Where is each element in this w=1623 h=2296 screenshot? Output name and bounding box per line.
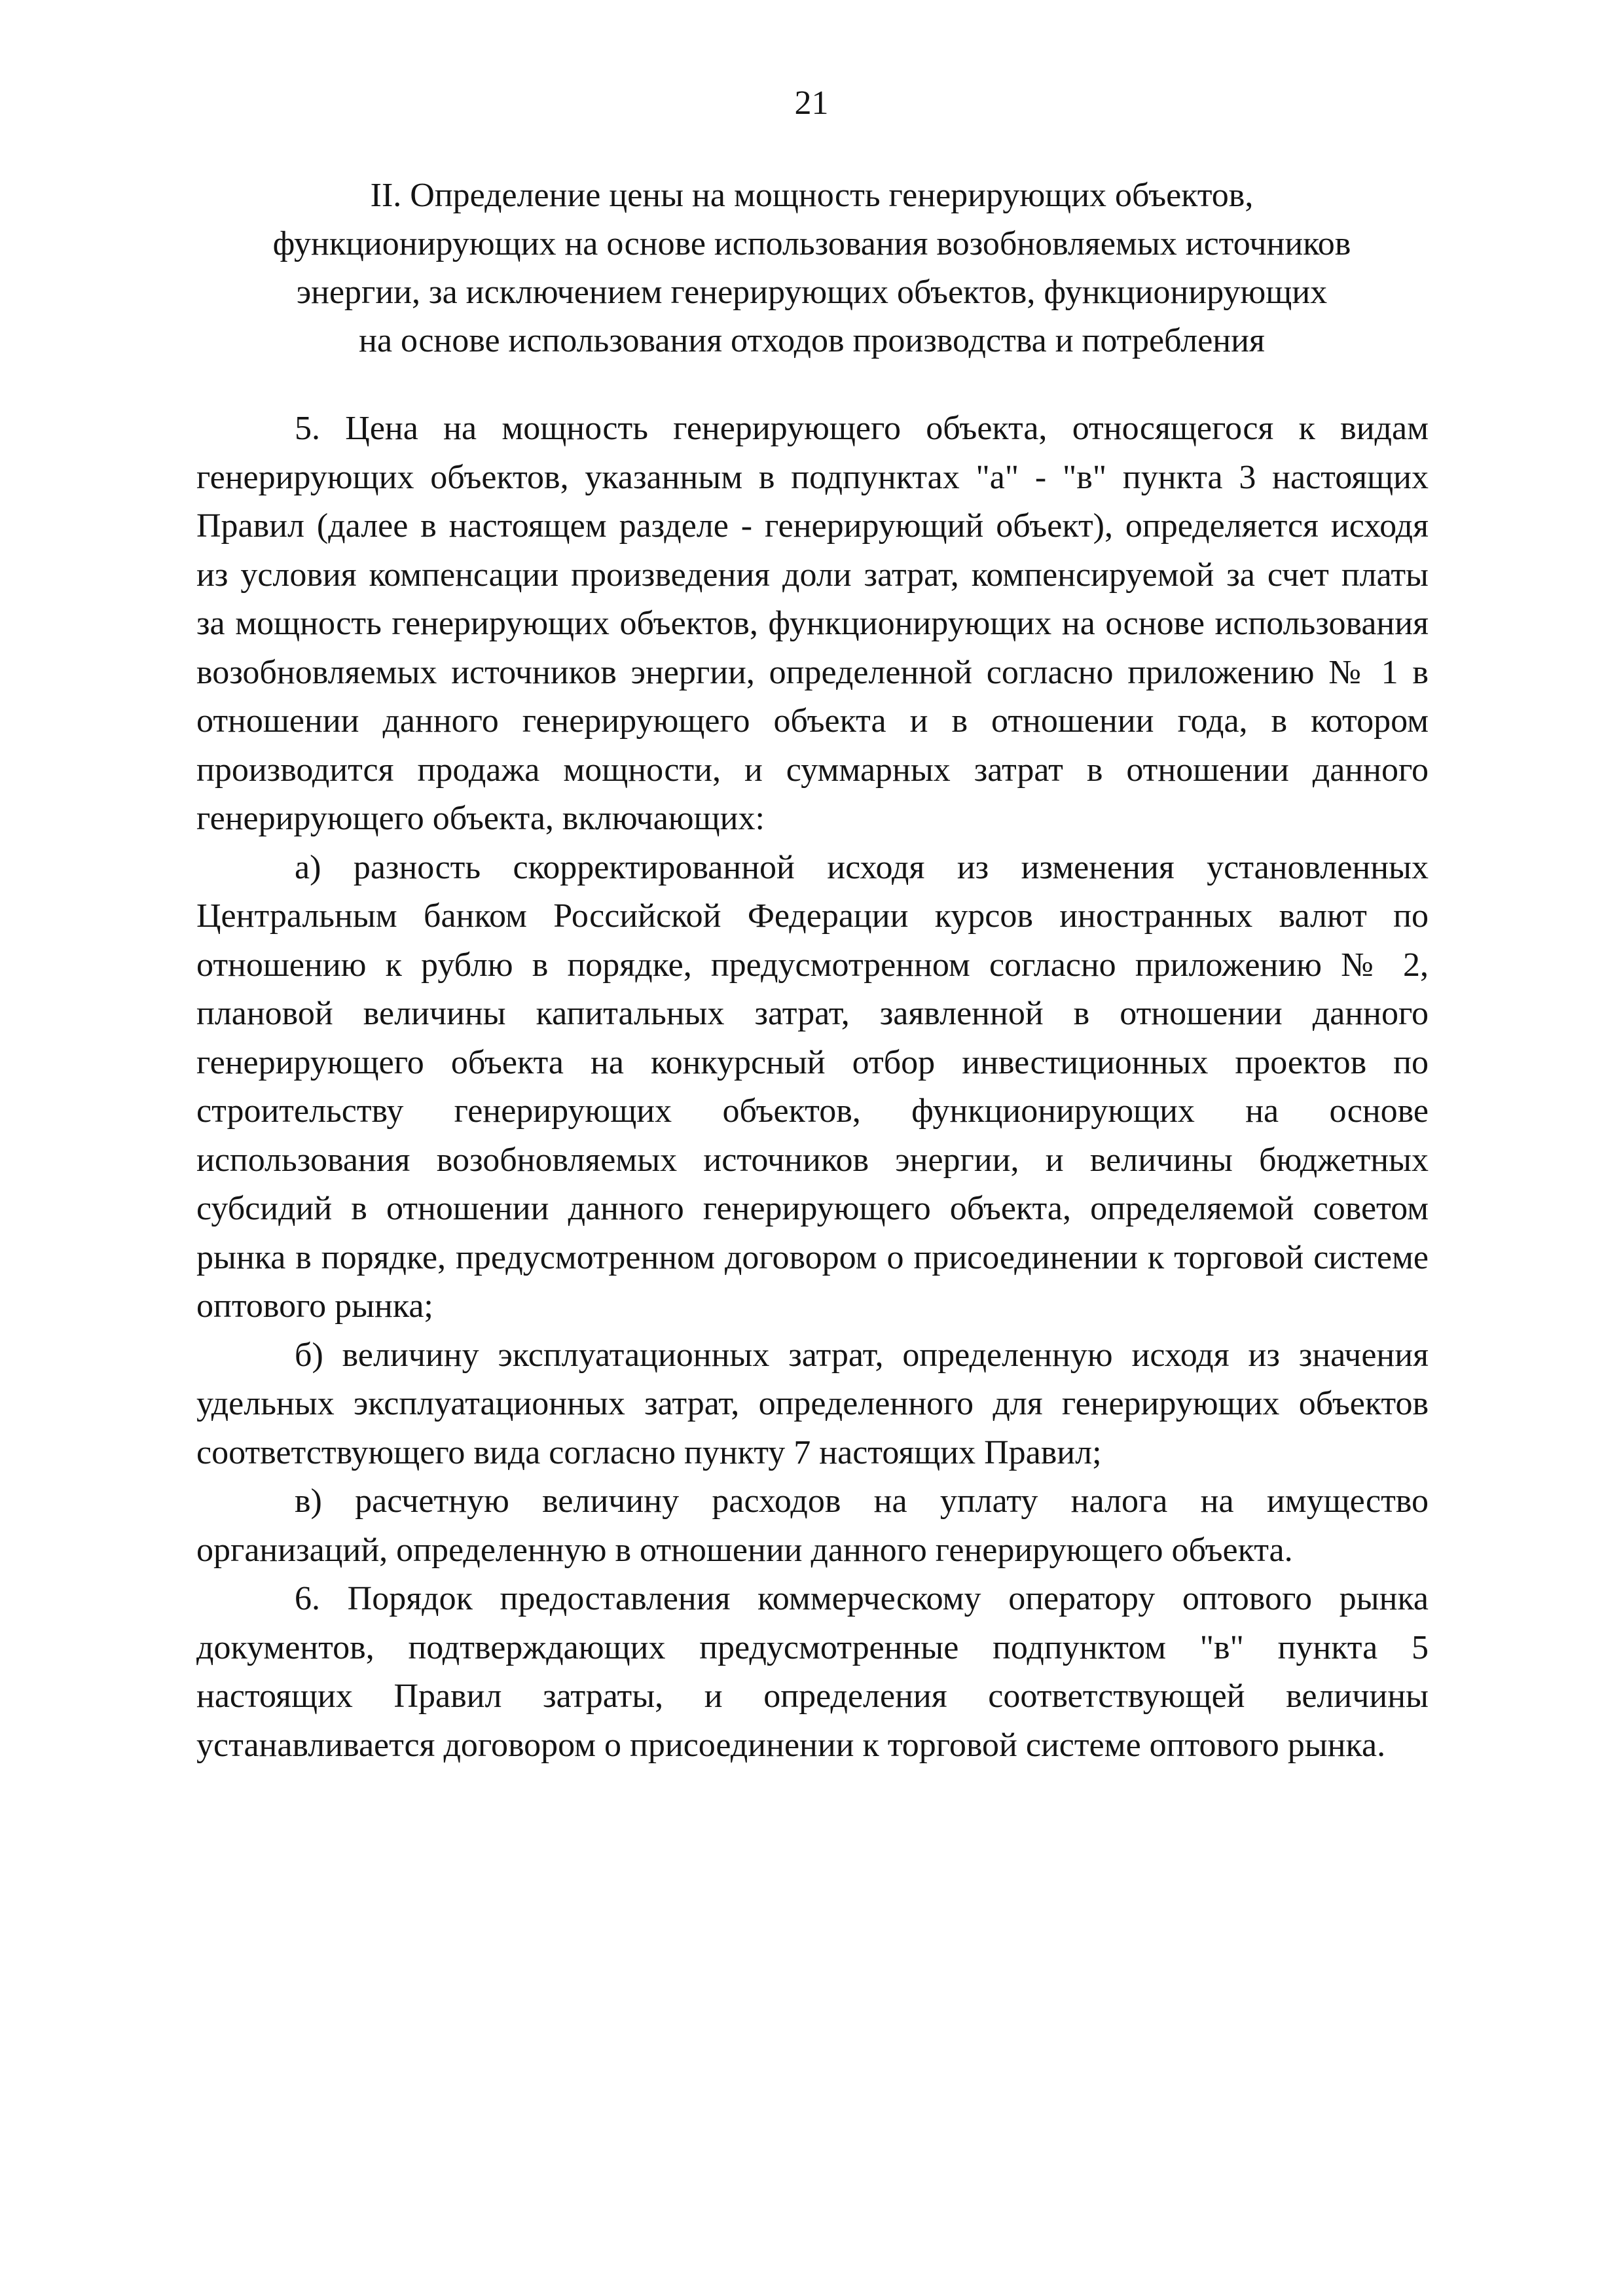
paragraph-5-b: б) величину эксплуатационных затрат, определенную исходя из значения удельных эксплуатационных затрат, определенного для генерирующих объектов соответствующего вида согласно пункту 7 настоящих Правил; [196,1336,1429,1471]
paragraph-5-a: а) разность скорректированной исходя из изменения установленных Центральным банком Российской Федерации курсов иностранных валют по отношению к рублю в порядке, предусмотренном согласно приложению № 2, плановой величины капитальных затрат, заявленной в отношении данного генерирующего объекта на конкурсный отбор инвестиционных проектов по строительству генерирующих объектов, функционирующих на основе использования возобновляемых источников энергии, и величины бюджетных субсидий в отношении данного генерирующего объекта, определяемой советом рынка в порядке, предусмотренном договором о присоединении к торговой системе оптового рынка; [196,848,1429,1325]
section-heading-line: энергии, за исключением генерирующих объектов, функционирующих [296,274,1328,311]
section-heading-line: II. Определение цены на мощность генерирующих объектов, [370,177,1254,214]
page-number: 21 [794,84,829,122]
paragraph-5-v: в) расчетную величину расходов на уплату налога на имущество организаций, определенную в отношении данного генерирующего объекта. [196,1482,1429,1569]
paragraph-6: 6. Порядок предоставления коммерческому оператору оптового рынка документов, подтверждающих предусмотренные подпунктом "в" пункта 5 настоящих Правил затраты, и определения соответствующей величины устанавливается договором о присоединении к торговой системе оптового рынка. [196,1580,1429,1764]
section-heading-line: функционирующих на основе использования возобновляемых источников [272,225,1351,262]
section-heading [196,171,1427,365]
document-body [196,404,1429,1770]
section-heading-line: на основе использования отходов производства и потребления [359,322,1265,359]
paragraph-5: 5. Цена на мощность генерирующего объекта, относящегося к видам генерирующих объектов, указанным в подпунктах "а" - "в" пункта 3 настоящих Правил (далее в настоящем разделе - генерирующий объект), определяется исходя из условия компенсации произведения доли затрат, компенсируемой за счет платы за мощность генерирующих объектов, функционирующих на основе использования возобновляемых источников энергии, определенной согласно приложению № 1 в отношении данного генерирующего объекта и в отношении года, в котором производится продажа мощности, и суммарных затрат в отношении данного генерирующего объекта, включающих: [196,410,1429,837]
